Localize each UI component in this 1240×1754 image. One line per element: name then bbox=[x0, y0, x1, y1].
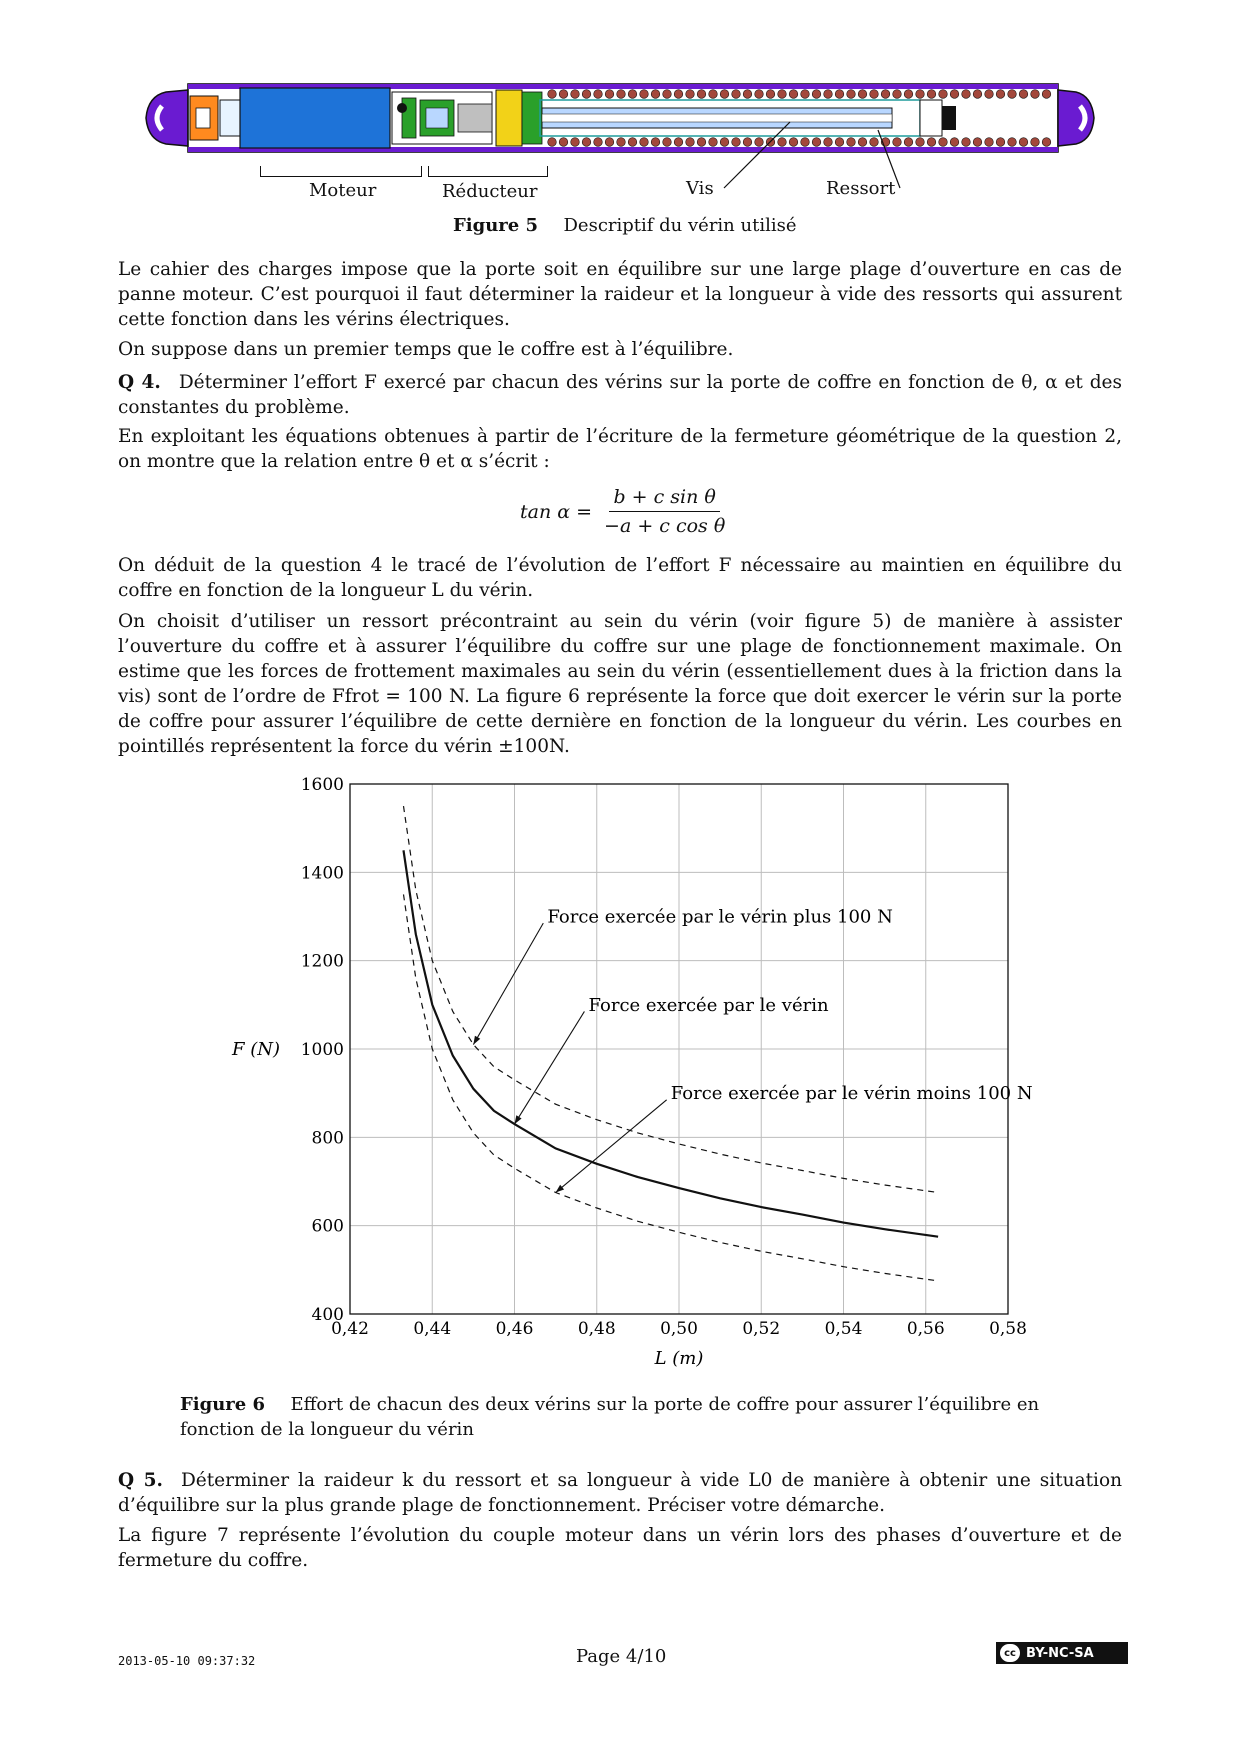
spring-coil bbox=[927, 138, 936, 147]
spring-coil bbox=[985, 138, 994, 147]
paragraph-2: On suppose dans un premier temps que le coffre est à l’équilibre. bbox=[118, 339, 734, 360]
spring-coil bbox=[709, 90, 718, 99]
spring-coil bbox=[801, 90, 810, 99]
label-ressort: Ressort bbox=[826, 178, 896, 199]
spring-coil bbox=[674, 90, 683, 99]
motor-body bbox=[240, 88, 390, 148]
question-4 bbox=[118, 370, 1122, 420]
annotation-plus-100-arrow-line bbox=[473, 923, 543, 1044]
spring-coil bbox=[605, 90, 614, 99]
spring-coil bbox=[548, 138, 557, 147]
x-tick-label: 0,42 bbox=[331, 1319, 369, 1339]
spring-coil bbox=[835, 90, 844, 99]
spring-coil bbox=[628, 90, 637, 99]
spring-coil bbox=[628, 138, 637, 147]
question-4-label: Q 4. bbox=[118, 372, 161, 393]
spring-coil bbox=[996, 90, 1005, 99]
spring-coil bbox=[732, 90, 741, 99]
annotation-moins-100-arrow-line bbox=[556, 1100, 667, 1193]
paragraph-5: On choisit d’utiliser un ressort précontraint au sein du vérin (voir figure 5) de manière à assister l’ouverture du coffre et à assurer l’équilibre du coffre sur une plage de fonctionnement maximale. On estime que les forces de frottement maximales au sein du vérin (essentiellement dues à la friction dans la vis) sont de l’ordre de Ffrot = 100 N. La figure 6 représente la force que doit exercer le vérin sur la porte de coffre pour assurer l’équilibre de cette dernière en fonction de la longueur du vérin. Les courbes en pointillés représentent la force du vérin ±100N. bbox=[118, 611, 1122, 757]
y-tick-label: 400 bbox=[311, 1305, 344, 1325]
figure6-caption bbox=[180, 1392, 1070, 1442]
spring-coil bbox=[720, 90, 729, 99]
spring-coil bbox=[686, 90, 695, 99]
footer-date: 2013-05-10 09:37:32 bbox=[118, 1654, 256, 1668]
spring-coil bbox=[881, 90, 890, 99]
leader-vis bbox=[724, 122, 790, 188]
y-tick-label: 600 bbox=[311, 1216, 344, 1237]
spring-coil bbox=[1031, 90, 1040, 99]
x-tick-label: 0,52 bbox=[742, 1319, 781, 1339]
spring-coil bbox=[950, 90, 959, 99]
label-reducteur: Réducteur bbox=[442, 181, 538, 202]
spring-coil bbox=[962, 90, 971, 99]
spring-coil bbox=[582, 138, 591, 147]
spring-coil bbox=[1008, 90, 1017, 99]
spring-coil bbox=[594, 138, 603, 147]
spring-coil bbox=[973, 90, 982, 99]
spring-coil bbox=[812, 90, 821, 99]
spring-coil bbox=[686, 138, 695, 147]
cc-icon: cc bbox=[1000, 1644, 1020, 1662]
spring-coil bbox=[973, 138, 982, 147]
question-4-text: Déterminer l’effort F exercé par chacun des vérins sur la porte de coffre en fonction de θ, α et des constantes du problème. bbox=[118, 372, 1122, 418]
figure5-caption bbox=[453, 215, 796, 236]
paragraph-6: La figure 7 représente l’évolution du couple moteur dans un vérin lors des phases d’ouverture et de fermeture du coffre. bbox=[118, 1525, 1122, 1571]
spring-coil bbox=[640, 90, 649, 99]
annotation-verin-arrow-line bbox=[515, 1011, 585, 1124]
figure5-actuator-drawing bbox=[140, 78, 1100, 160]
figure6-chart bbox=[190, 770, 1050, 1370]
figure5-leader-lines bbox=[700, 110, 920, 200]
spring-coil bbox=[870, 90, 879, 99]
spring-coil bbox=[617, 90, 626, 99]
spring-coil bbox=[1042, 90, 1051, 99]
figure6-caption-num: Figure 6 bbox=[180, 1394, 266, 1415]
paragraph-1: Le cahier des charges impose que la porte soit en équilibre sur une large plage d’ouverture en cas de panne moteur. C’est pourquoi il faut déterminer la raideur et la longueur à vide des ressorts qui assurent cette fonction dans les vérins électriques. bbox=[118, 259, 1122, 330]
spring-coil bbox=[858, 90, 867, 99]
spring-coil bbox=[663, 138, 672, 147]
spring-coil bbox=[743, 90, 752, 99]
spring-coil bbox=[571, 138, 580, 147]
spring-coil bbox=[548, 90, 557, 99]
x-tick-label: 0,48 bbox=[577, 1319, 616, 1339]
x-axis-label: L (m) bbox=[654, 1348, 704, 1369]
annotation-verin-label: Force exercée par le vérin bbox=[588, 994, 829, 1016]
spring-coil bbox=[755, 90, 764, 99]
brace-reducteur bbox=[428, 166, 548, 177]
formula-tan-alpha bbox=[520, 486, 729, 537]
spring-coil bbox=[617, 138, 626, 147]
paragraph-3: En exploitant les équations obtenues à partir de l’écriture de la fermeture géométrique de la question 2, on montre que la relation entre θ et α s’écrit : bbox=[118, 426, 1122, 472]
spring-coil bbox=[824, 90, 833, 99]
spring-coil bbox=[1019, 138, 1028, 147]
annotation-verin-arrowhead bbox=[515, 1115, 522, 1124]
spring-coil bbox=[582, 90, 591, 99]
y-tick-label: 800 bbox=[311, 1128, 344, 1149]
x-tick-label: 0,46 bbox=[495, 1319, 534, 1339]
leader-ressort bbox=[878, 130, 900, 188]
question-5 bbox=[118, 1468, 1122, 1518]
cc-license-text: BY-NC-SA bbox=[1026, 1645, 1094, 1661]
spring-coil bbox=[640, 138, 649, 147]
spring-coil bbox=[916, 90, 925, 99]
spring-coil bbox=[950, 138, 959, 147]
question-5-text: Déterminer la raideur k du ressort et sa longueur à vide L0 de manière à obtenir une situation d’équilibre sur la plus grande plage de fonctionnement. Préciser votre démarche. bbox=[118, 1470, 1122, 1516]
annotation-plus-100-arrowhead bbox=[473, 1036, 480, 1045]
left-end-cap bbox=[146, 90, 188, 146]
x-tick-label: 0,58 bbox=[989, 1319, 1027, 1339]
formula-numerator: b + c sin θ bbox=[609, 486, 719, 512]
right-end-cap bbox=[1058, 90, 1094, 146]
label-vis: Vis bbox=[686, 178, 714, 199]
x-tick-label: 0,44 bbox=[413, 1319, 452, 1339]
y-tick-label: 1600 bbox=[300, 775, 344, 795]
y-tick-label: 1000 bbox=[300, 1040, 344, 1060]
x-tick-label: 0,56 bbox=[906, 1319, 945, 1339]
spring-coil bbox=[927, 90, 936, 99]
formula-fraction bbox=[600, 486, 729, 537]
spring-coil bbox=[996, 138, 1005, 147]
formula-denominator: −a + c cos θ bbox=[604, 515, 726, 537]
spring-coil bbox=[1019, 90, 1028, 99]
x-tick-label: 0,54 bbox=[824, 1319, 863, 1339]
spring-coil bbox=[697, 90, 706, 99]
spring-coil bbox=[559, 138, 568, 147]
brace-moteur bbox=[260, 166, 422, 177]
spring-coil bbox=[605, 138, 614, 147]
annotation-moins-100-label: Force exercée par le vérin moins 100 N bbox=[670, 1083, 1033, 1105]
paragraph-4: On déduit de la question 4 le tracé de l’évolution de l’effort F nécessaire au maintien en équilibre du coffre en fonction de la longueur L du vérin. bbox=[118, 555, 1122, 601]
spring-coil bbox=[904, 90, 913, 99]
spring-coil bbox=[674, 138, 683, 147]
spring-coil bbox=[651, 90, 660, 99]
spring-coil bbox=[1031, 138, 1040, 147]
annotation-plus-100-label: Force exercée par le vérin plus 100 N bbox=[547, 906, 893, 928]
spring-coil bbox=[847, 90, 856, 99]
spring-coil bbox=[559, 90, 568, 99]
question-5-label: Q 5. bbox=[118, 1470, 163, 1491]
spring-coil bbox=[651, 138, 660, 147]
spring-coil bbox=[962, 138, 971, 147]
figure6-caption-text: Effort de chacun des deux vérins sur la porte de coffre pour assurer l’équilibre en fonction de la longueur du vérin bbox=[180, 1394, 1040, 1440]
figure5-caption-text: Descriptif du vérin utilisé bbox=[563, 215, 797, 236]
spring-coil bbox=[778, 90, 787, 99]
spring-coil bbox=[1042, 138, 1051, 147]
spring-coil bbox=[594, 90, 603, 99]
footer-page-number: Page 4/10 bbox=[576, 1646, 667, 1667]
cc-license-badge bbox=[996, 1642, 1128, 1664]
yellow-coupling bbox=[496, 90, 522, 146]
spring-coil bbox=[893, 90, 902, 99]
figure5-caption-num: Figure 5 bbox=[453, 215, 539, 236]
formula-lhs: tan α = bbox=[520, 500, 593, 523]
spring-coil bbox=[663, 90, 672, 99]
spring-coil bbox=[1008, 138, 1017, 147]
spring-coil bbox=[571, 90, 580, 99]
y-axis-label: F (N) bbox=[232, 1039, 281, 1060]
y-tick-label: 1200 bbox=[300, 951, 344, 972]
spring-coil bbox=[766, 90, 775, 99]
spring-coil bbox=[939, 138, 948, 147]
spring-coil bbox=[789, 90, 798, 99]
y-tick-label: 1400 bbox=[300, 863, 344, 884]
spring-coil bbox=[939, 90, 948, 99]
x-tick-label: 0,50 bbox=[660, 1319, 698, 1339]
spring-coil bbox=[985, 90, 994, 99]
label-moteur: Moteur bbox=[309, 180, 377, 201]
